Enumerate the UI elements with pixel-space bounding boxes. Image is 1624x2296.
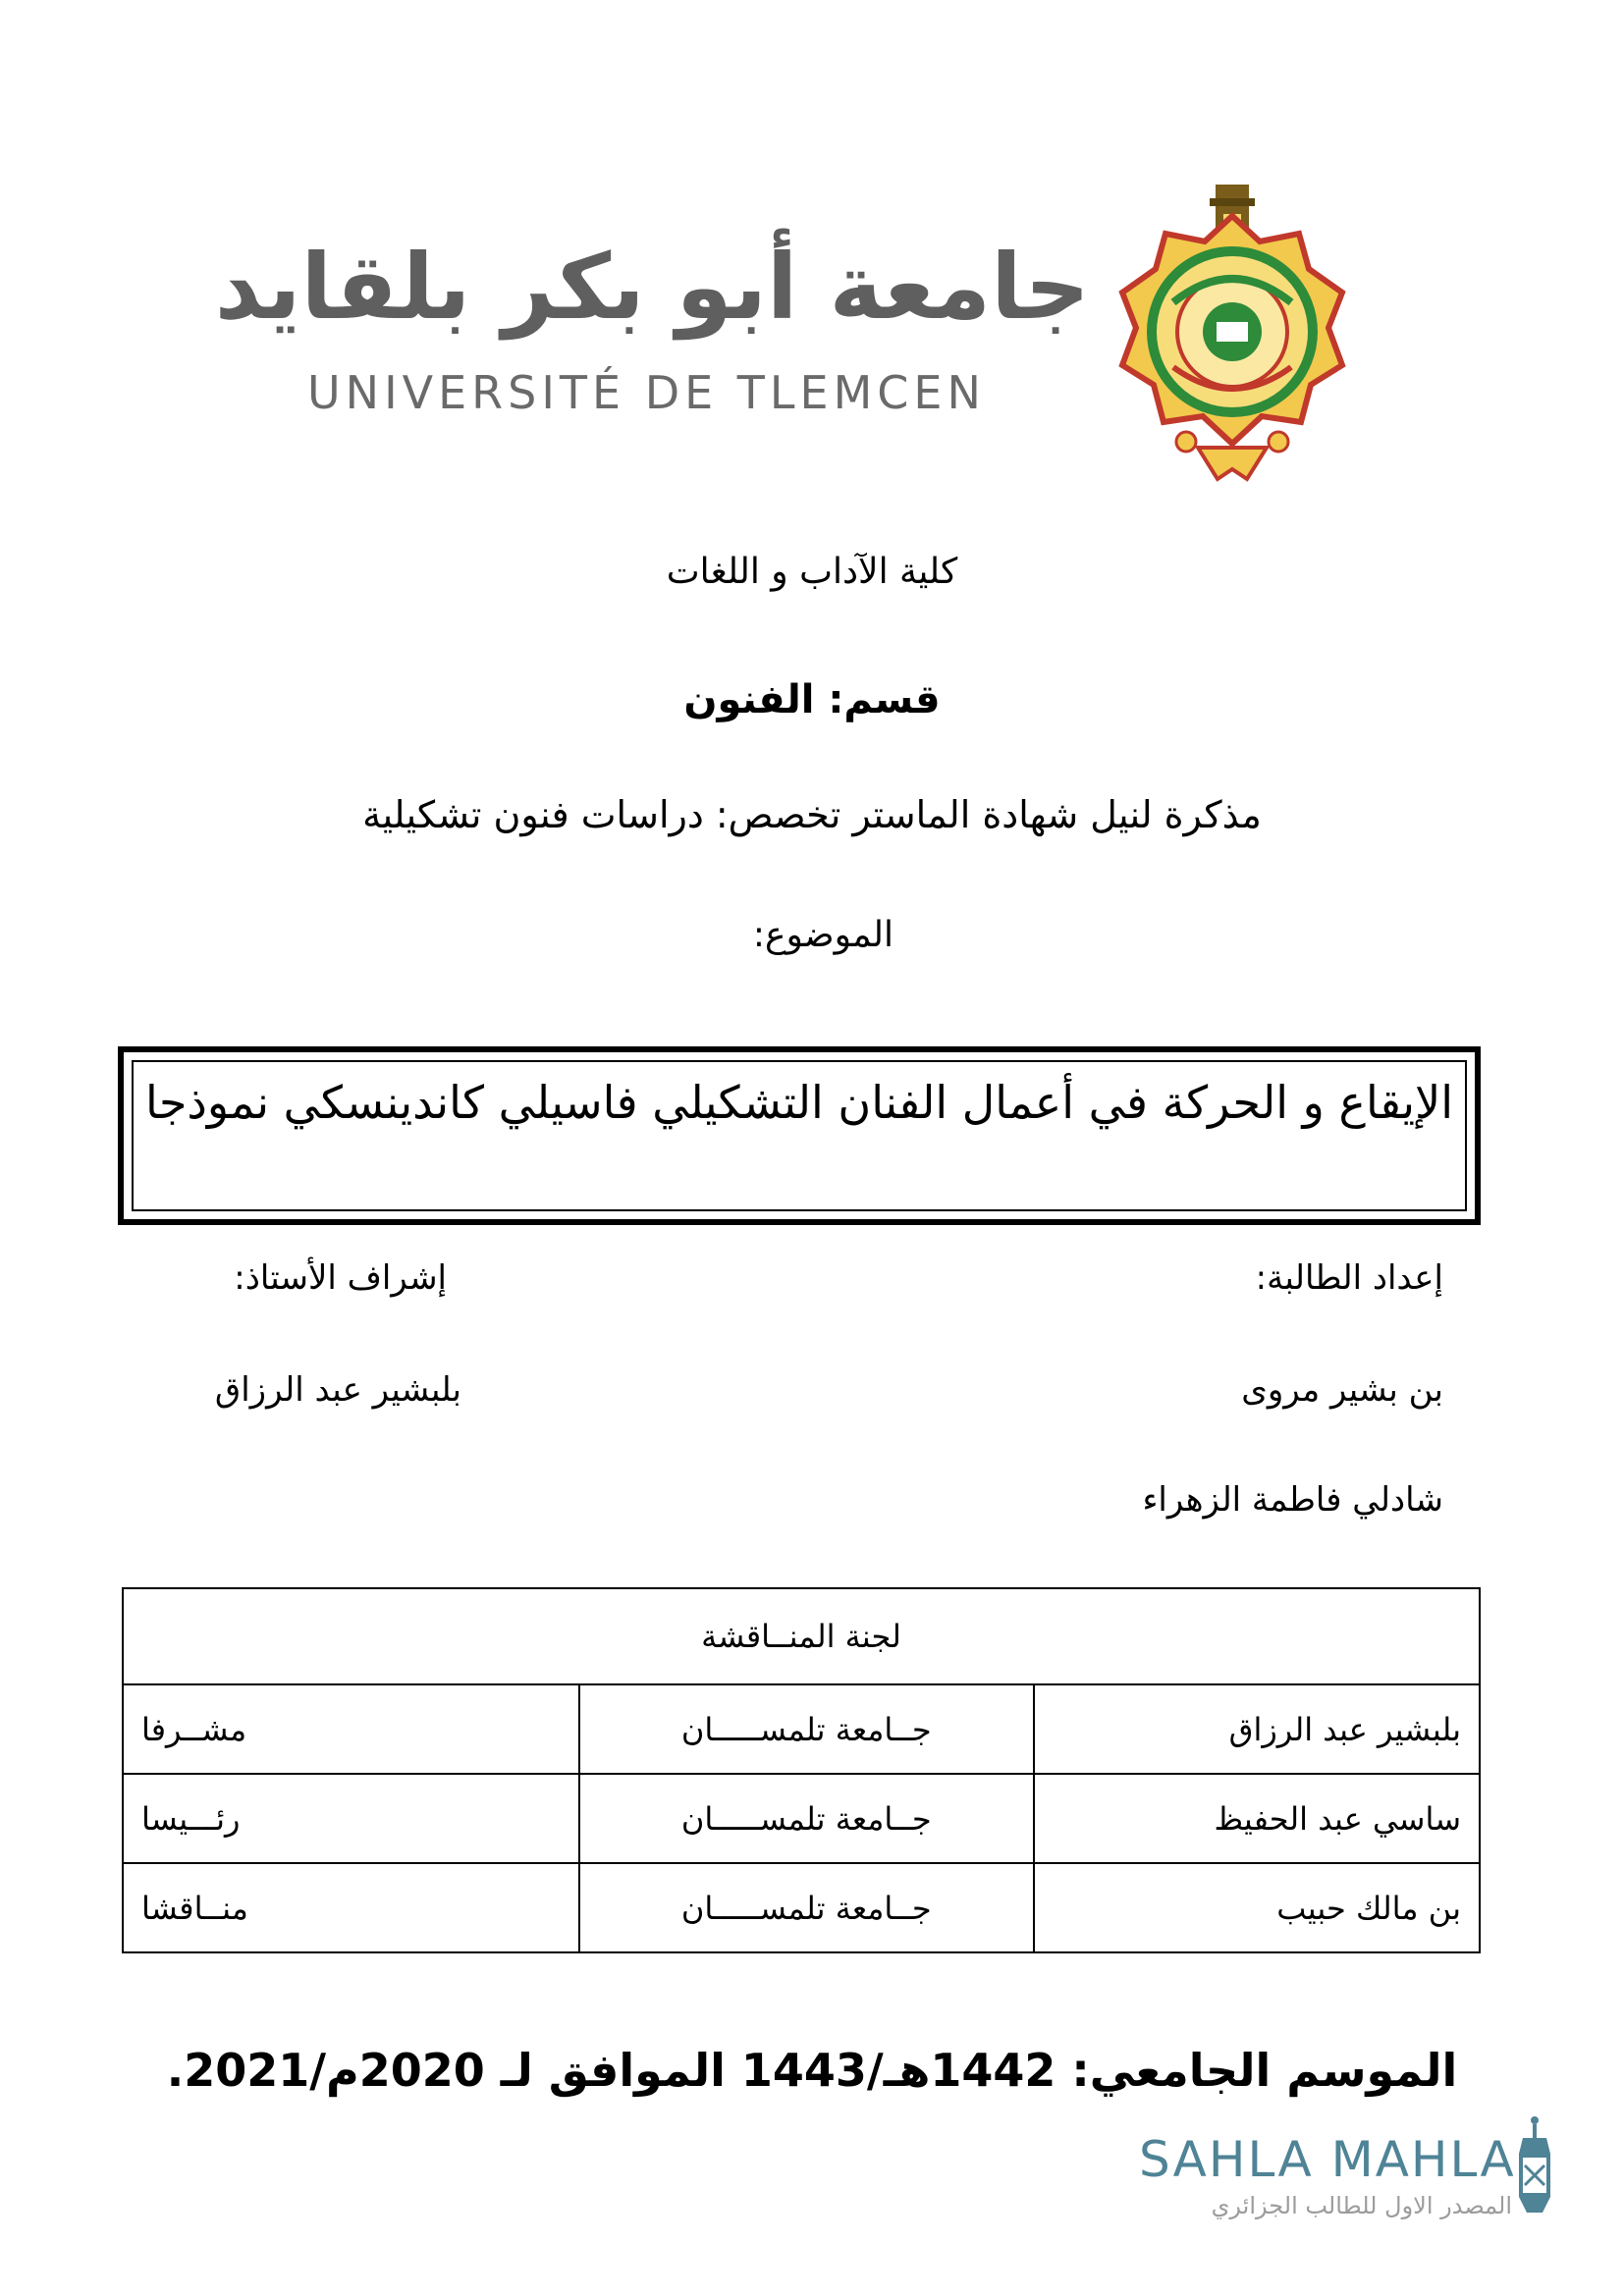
committee-member-name: بلبشير عبد الرزاق [1034, 1684, 1480, 1774]
committee-member-role: رئـــيسا [123, 1774, 579, 1863]
university-name-arabic: جامعة أبو بكر بلقايد [214, 235, 1090, 340]
committee-member-university: جــامعة تلمســـــان [579, 1863, 1033, 1952]
supervisor-label: إشراف الأستاذ: [234, 1258, 447, 1298]
supervisor-name: بلبشير عبد الرزاق [214, 1370, 461, 1410]
sahla-mahla-logo [1139, 2130, 1532, 2248]
academic-season: الموسم الجامعي: 1442هـ/1443 الموافق لـ 2020م/2021. [166, 2044, 1458, 2097]
prepared-by-label: إعداد الطالبة: [1255, 1258, 1443, 1298]
committee-table [122, 1587, 1481, 1953]
lantern-icon [1517, 2114, 1552, 2232]
committee-heading-row [123, 1588, 1480, 1684]
university-name-french: UNIVERSITÉ DE TLEMCEN [307, 366, 986, 419]
table-row [123, 1774, 1480, 1863]
table-row [123, 1863, 1480, 1952]
table-row [123, 1684, 1480, 1774]
university-seal-icon [1100, 185, 1365, 497]
memo-description: مذكرة لنيل شهادة الماستر تخصص: دراسات فنون تشكيلية [362, 793, 1262, 836]
thesis-title-box [118, 1046, 1481, 1225]
student-name: شادلي فاطمة الزهراء [1142, 1480, 1443, 1520]
committee-member-name: بن مالك حبيب [1034, 1863, 1480, 1952]
committee-member-university: جــامعة تلمســـــان [579, 1684, 1033, 1774]
faculty-name: كلية الآداب و اللغات [666, 552, 958, 592]
committee-member-name: ساسي عبد الحفيظ [1034, 1774, 1480, 1863]
subject-label: الموضوع: [752, 915, 893, 955]
committee-member-role: منــاقشا [123, 1863, 579, 1952]
committee-member-role: مشــرفا [123, 1684, 579, 1774]
thesis-title: الإيقاع و الحركة في أعمال الفنان التشكيلي فاسيلي كاندينسكي نموذجا [144, 1076, 1454, 1129]
brand-name: SAHLA MAHLA [1139, 2131, 1516, 2188]
committee-heading: لجنة المنــاقشة [123, 1588, 1480, 1684]
student-name: بن بشير مروى [1241, 1370, 1443, 1410]
committee-member-university: جــامعة تلمســـــان [579, 1774, 1033, 1863]
department-name: قسم: الفنون [683, 677, 941, 722]
brand-tagline: المصدر الاول للطالب الجزائري [1211, 2192, 1512, 2219]
